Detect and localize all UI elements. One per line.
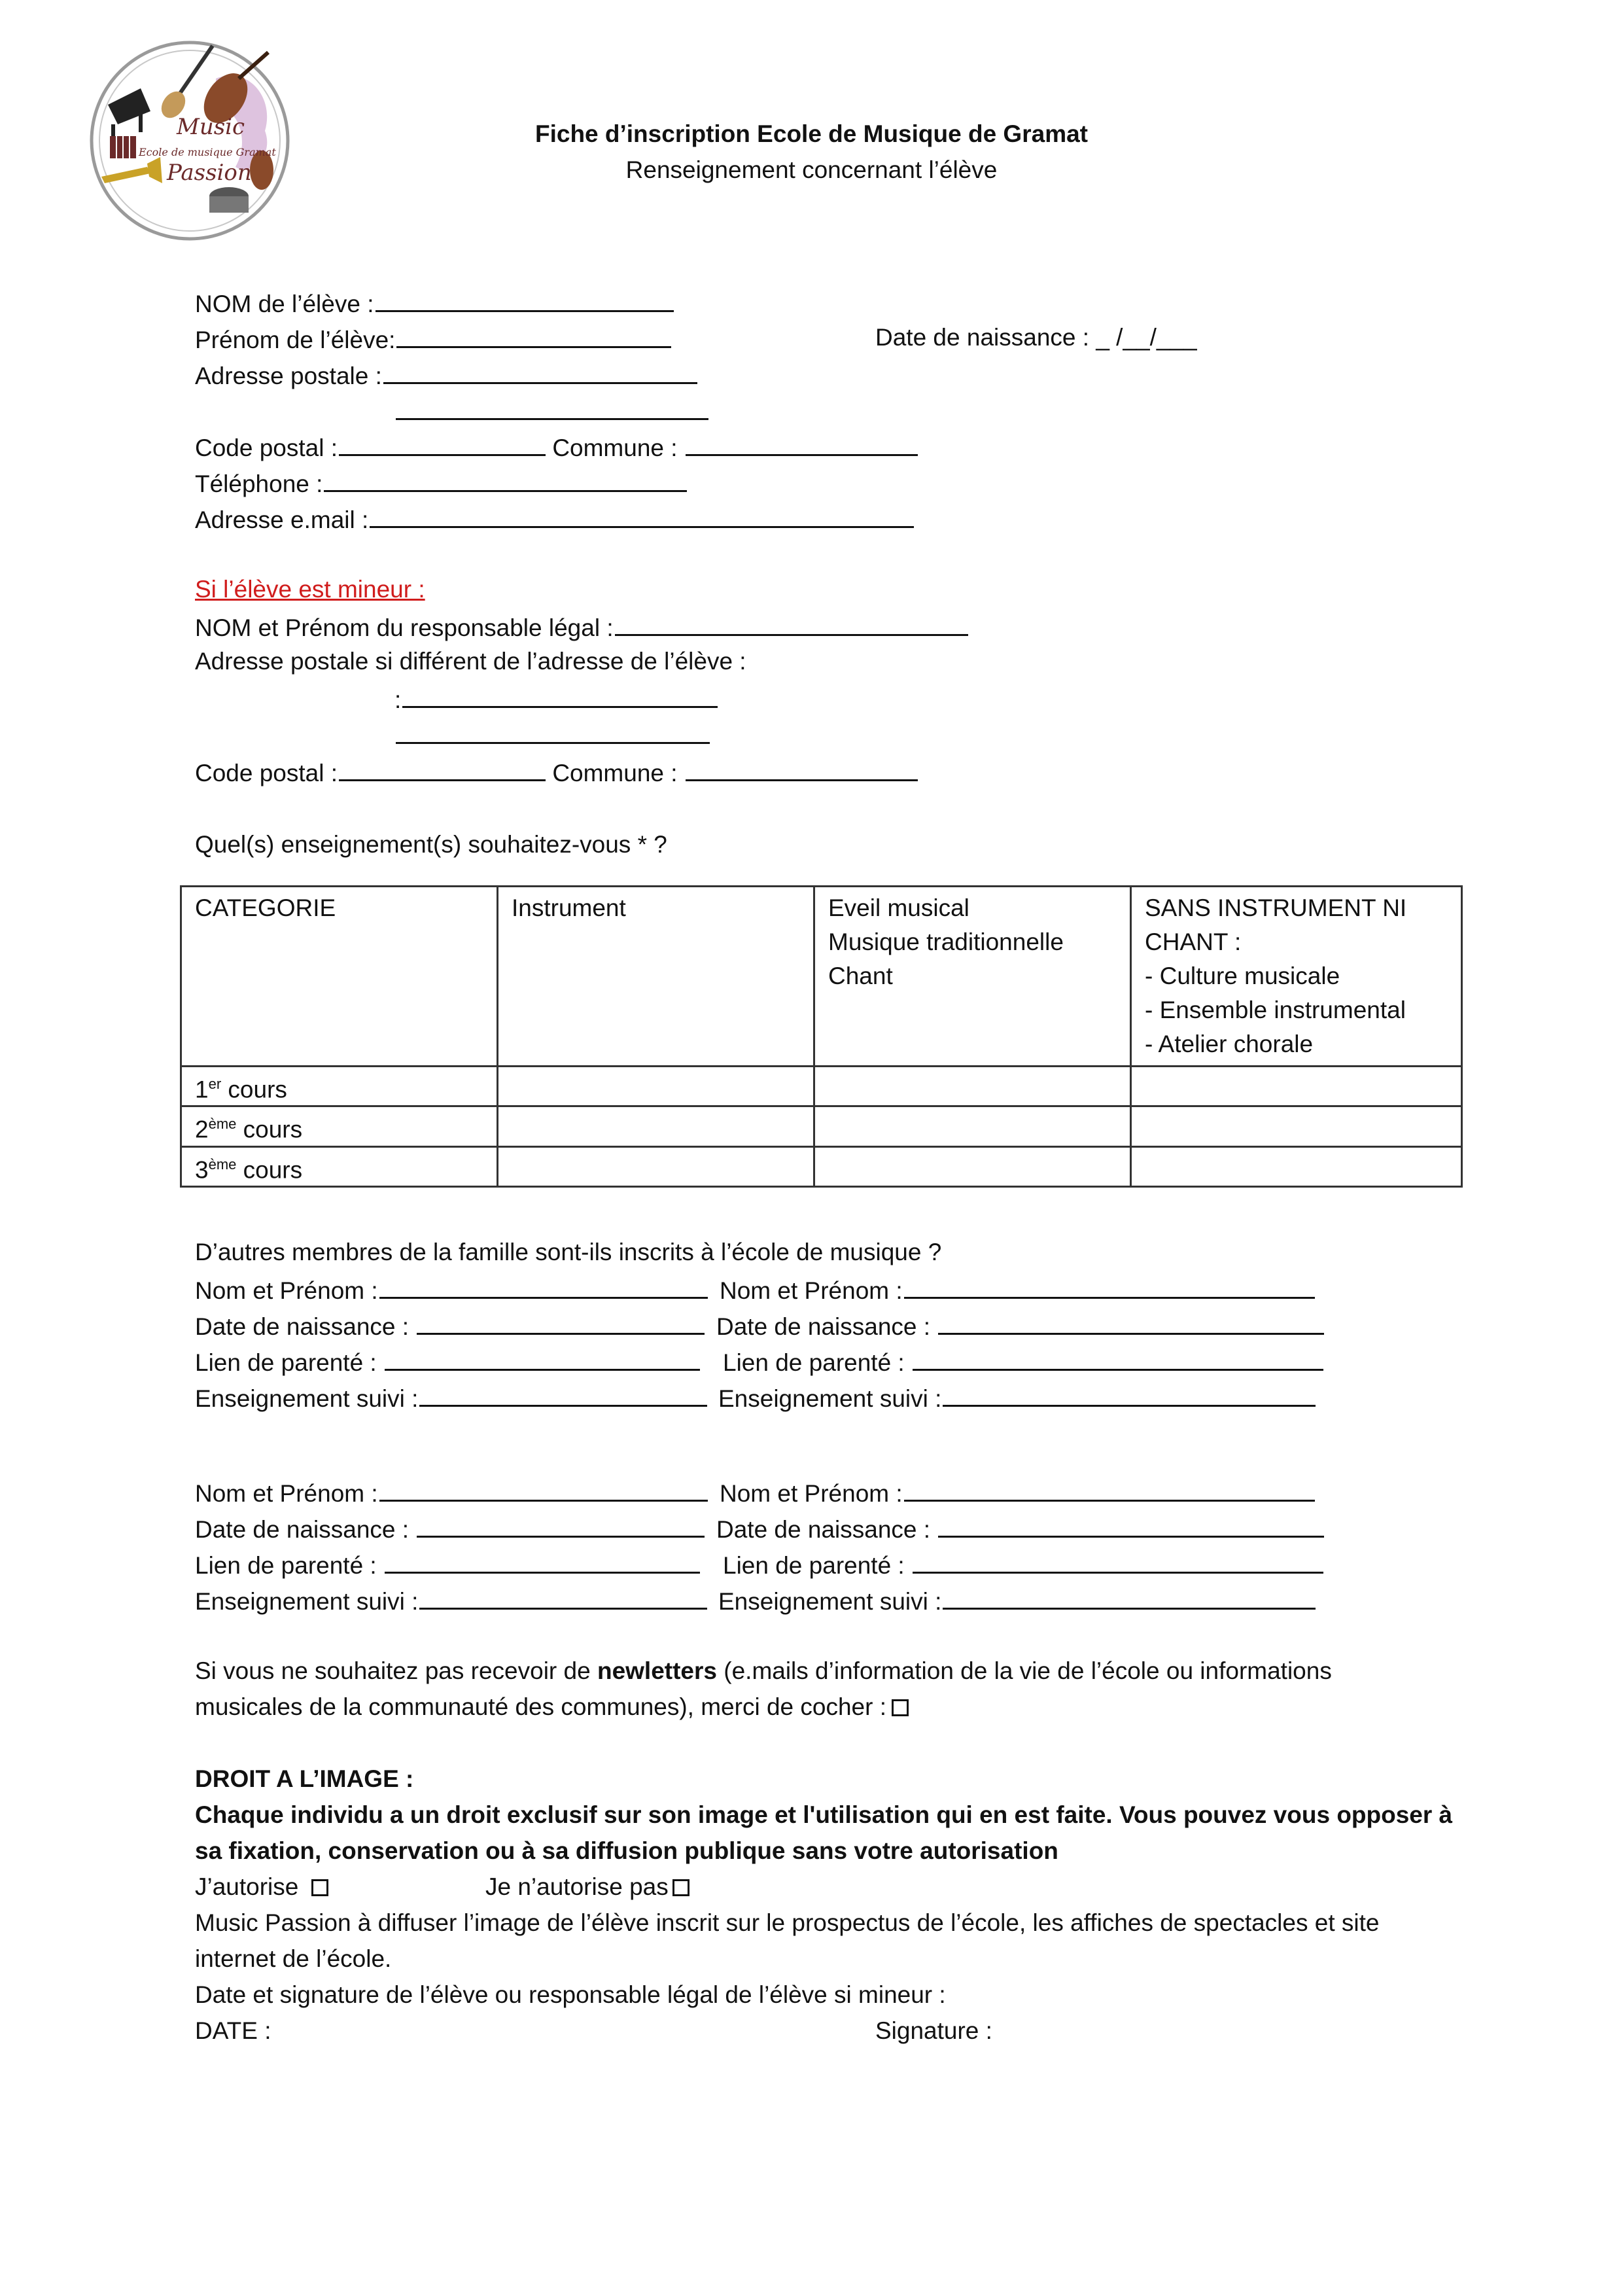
courses-table (180, 885, 1463, 1188)
header-categorie: CATEGORIE (181, 887, 498, 1067)
not-authorize-option[interactable]: Je n’autorise pas (485, 1875, 689, 1899)
guardian-postal-line[interactable] (339, 758, 546, 781)
student-postal-line[interactable] (339, 433, 546, 456)
family3-relation-field[interactable]: Lien de parenté : (195, 1551, 700, 1578)
table-cell[interactable] (1131, 1067, 1462, 1106)
table-cell[interactable] (498, 1067, 814, 1106)
student-postal-field[interactable] (195, 433, 918, 460)
family2-birthdate-field[interactable]: Date de naissance : (716, 1312, 1324, 1339)
student-prenom-line[interactable] (396, 325, 671, 348)
image-rights-text-line2: sa fixation, conservation ou à sa diffusion publique sans votre autorisation (195, 1837, 1058, 1864)
family2-name-field[interactable]: Nom et Prénom : (720, 1276, 1315, 1303)
student-prenom-field[interactable] (195, 325, 671, 352)
student-birthdate-label: Date de naissance : _ /__/___ (875, 324, 1197, 351)
guardian-postal-label: Code postal : (195, 760, 338, 786)
student-birthdate-field[interactable] (875, 325, 1197, 349)
family1-relation-field[interactable]: Lien de parenté : (195, 1348, 700, 1375)
student-phone-field[interactable] (195, 469, 687, 496)
signature-label: Signature : (875, 2017, 992, 2044)
family-question: D’autres membres de la famille sont-ils inscrits à l’école de musique ? (195, 1239, 942, 1265)
signature-prompt: Date et signature de l’élève ou responsable légal de l’élève si mineur : (195, 1981, 946, 2008)
student-email-label: Adresse e.mail : (195, 506, 369, 533)
date-label: DATE : (195, 2017, 271, 2044)
image-rights-usage-line1: Music Passion à diffuser l’image de l’élève inscrit sur le prospectus de l’école, les affiches de spectacles et site (195, 1909, 1380, 1936)
family4-birthdate-field[interactable]: Date de naissance : (716, 1515, 1324, 1542)
table-cell[interactable] (498, 1146, 814, 1186)
minor-heading: Si l’élève est mineur : (195, 576, 425, 603)
family2-course-field[interactable]: Enseignement suivi : (718, 1384, 1316, 1411)
guardian-postal-field[interactable] (195, 758, 918, 785)
table-cell[interactable] (1131, 1146, 1462, 1186)
svg-text:Music: Music (177, 114, 245, 140)
family1-course-field[interactable]: Enseignement suivi : (195, 1384, 707, 1411)
courses-question: Quel(s) enseignement(s) souhaitez-vous * ? (195, 831, 667, 858)
newsletter-checkbox[interactable] (892, 1699, 909, 1716)
student-phone-line[interactable] (324, 469, 687, 492)
student-nom-line[interactable] (375, 289, 674, 312)
drum-icon (209, 187, 249, 213)
student-address-label: Adresse postale : (195, 362, 382, 389)
authorize-checkbox[interactable] (311, 1879, 328, 1896)
guardian-name-label: NOM et Prénom du responsable légal : (195, 614, 614, 641)
student-email-field[interactable] (195, 505, 914, 532)
guardian-address-line1[interactable]: : (394, 685, 718, 712)
table-row (181, 1146, 1462, 1186)
guardian-name-line[interactable] (615, 613, 968, 636)
newsletter-text-line2: musicales de la communauté des communes), merci de cocher : (195, 1695, 909, 1719)
table-cell[interactable] (814, 1146, 1131, 1186)
guardian-commune-label: Commune : (552, 760, 678, 786)
row-label: 3ème cours (181, 1146, 498, 1186)
table-row (181, 1106, 1462, 1146)
authorize-option[interactable]: J’autorise (195, 1875, 328, 1899)
family3-name-field[interactable]: Nom et Prénom : (195, 1479, 708, 1506)
table-cell[interactable] (814, 1067, 1131, 1106)
table-cell[interactable] (814, 1106, 1131, 1146)
svg-text:Passion: Passion (167, 160, 252, 186)
family2-relation-field[interactable]: Lien de parenté : (723, 1348, 1323, 1375)
student-address-line2[interactable] (394, 397, 708, 424)
student-commune-label: Commune : (552, 434, 678, 461)
guardian-commune-line[interactable] (686, 758, 918, 781)
table-row (181, 1067, 1462, 1106)
header-eveil: Eveil musical Musique traditionnelle Chant (814, 887, 1131, 1067)
student-email-line[interactable] (370, 505, 914, 528)
family3-course-field[interactable]: Enseignement suivi : (195, 1587, 707, 1614)
image-rights-heading: DROIT A L’IMAGE : (195, 1765, 414, 1792)
family1-name-field[interactable]: Nom et Prénom : (195, 1276, 708, 1303)
guitar-icon (156, 46, 213, 122)
student-nom-label: NOM de l’élève : (195, 291, 374, 317)
table-header-row (181, 887, 1462, 1067)
image-rights-text-line1: Chaque individu a un droit exclusif sur son image et l'utilisation qui en est faite. Vous pouvez vous opposer à (195, 1801, 1453, 1828)
header-sans-instrument: SANS INSTRUMENT NI CHANT : - Culture musicale - Ensemble instrumental - Atelier chorale (1131, 887, 1462, 1067)
newsletter-text-line1: Si vous ne souhaitez pas recevoir de newletters (e.mails d’information de la vie de l’école ou informations (195, 1657, 1332, 1684)
family4-name-field[interactable]: Nom et Prénom : (720, 1479, 1315, 1506)
table-cell[interactable] (498, 1106, 814, 1146)
page-title: Fiche d’inscription Ecole de Musique de Gramat (534, 120, 1088, 147)
guardian-address-label: Adresse postale si différent de l’adresse de l’élève : (195, 648, 746, 675)
student-postal-label: Code postal : (195, 434, 338, 461)
student-address-field[interactable] (195, 361, 697, 388)
row-label: 1er cours (181, 1067, 498, 1106)
student-commune-line[interactable] (686, 433, 918, 456)
family4-course-field[interactable]: Enseignement suivi : (718, 1587, 1316, 1614)
image-rights-usage-line2: internet de l’école. (195, 1945, 392, 1972)
student-phone-label: Téléphone : (195, 470, 323, 497)
row-label: 2ème cours (181, 1106, 498, 1146)
student-prenom-label: Prénom de l’élève: (195, 327, 396, 353)
guardian-address-line2[interactable] (394, 721, 710, 748)
not-authorize-checkbox[interactable] (672, 1879, 689, 1896)
family3-birthdate-field[interactable]: Date de naissance : (195, 1515, 705, 1542)
family1-birthdate-field[interactable]: Date de naissance : (195, 1312, 705, 1339)
student-nom-field[interactable] (195, 289, 674, 316)
student-address-line[interactable] (383, 361, 697, 384)
guardian-name-field[interactable] (195, 613, 968, 640)
page-subtitle: Renseignement concernant l’élève (625, 156, 998, 183)
table-cell[interactable] (1131, 1106, 1462, 1146)
header-instrument: Instrument (498, 887, 814, 1067)
family4-relation-field[interactable]: Lien de parenté : (723, 1551, 1323, 1578)
svg-text:Ecole de musique Gramat: Ecole de musique Gramat (139, 146, 276, 158)
